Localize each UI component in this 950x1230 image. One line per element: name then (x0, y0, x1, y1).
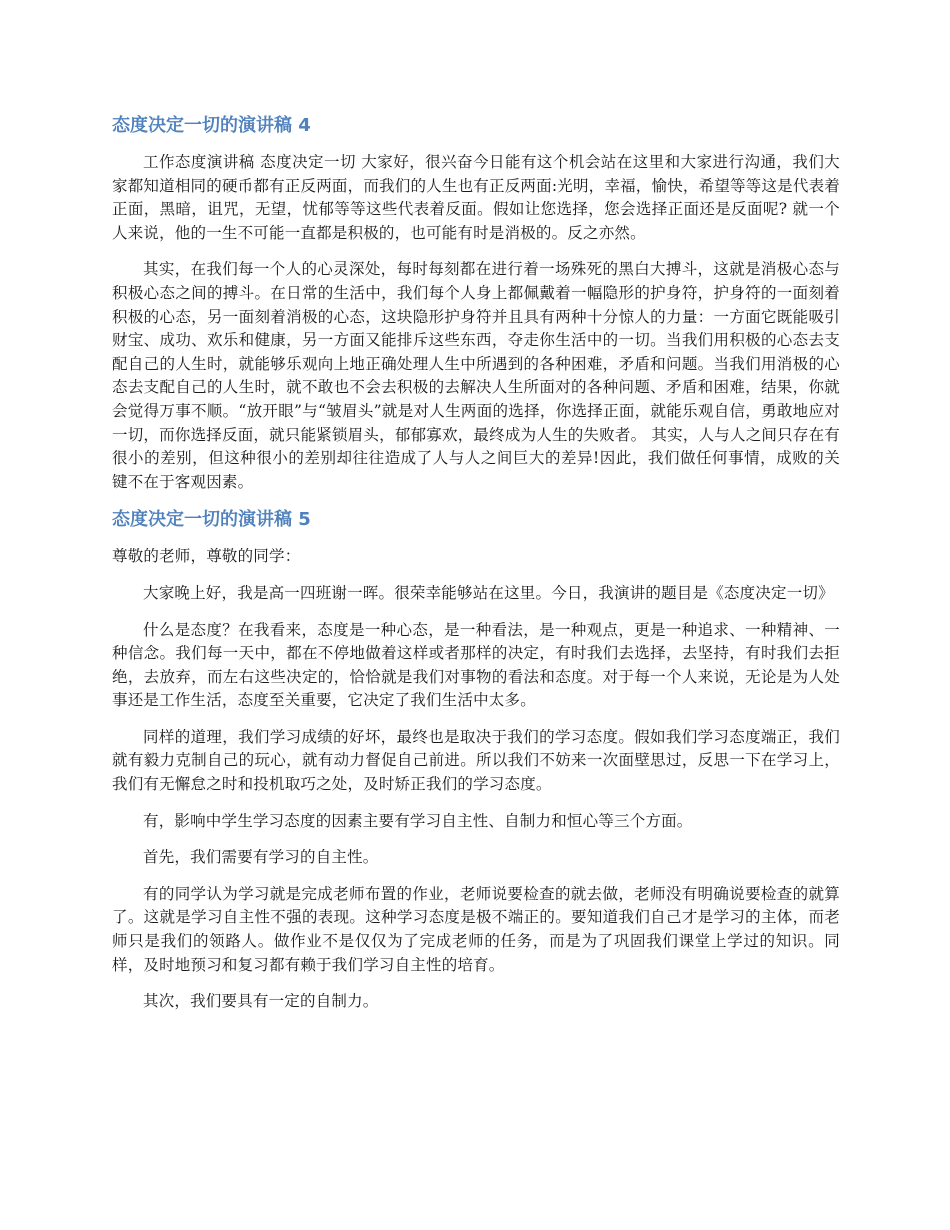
paragraph: 有的同学认为学习就是完成老师布置的作业，老师说要检查的就去做，老师没有明确说要检查的就算了。这就是学习自主性不强的表现。这种学习态度是极不端正的。要知道我们自己才是学习的主体，而老师只是我们的领路人。做作业不是仅仅为了完成老师的任务，而是为了巩固我们课堂上学过的知识。同样，及时地预习和复习都有赖于我们学习自主性的培育。 (112, 884, 840, 974)
paragraph: 同样的道理，我们学习成绩的好坏，最终也是取决于我们的学习态度。假如我们学习态度端正，我们就有毅力克制自己的玩心，就有动力督促自己前进。所以我们不妨来一次面壁思过，反思一下在学习上，我们有无懈怠之时和投机取巧之处，及时矫正我们的学习态度。 (112, 727, 840, 794)
paragraph: 大家晚上好，我是高一四班谢一晖。很荣幸能够站在这里。今日，我演讲的题目是《态度决定一切》 (143, 583, 834, 602)
section-heading-4: 态度决定一切的演讲稿 4 (112, 115, 311, 136)
paragraph: 工作态度演讲稿 态度决定一切 大家好，很兴奋今日能有这个机会站在这里和大家进行沟通，我们大家都知道相同的硬币都有正反两面，而我们的人生也有正反两面:光明，幸福，愉快，希望等等这是代表着正面，黑暗，诅咒，无望，忧郁等等这些代表着反面。假如让您选择，您会选择正面还是反面呢? 就一个人来说，他的一生不可能一直都是积极的，也可能有时是消极的。反之亦然。 (112, 153, 840, 242)
paragraph: 什么是态度？在我看来，态度是一种心态，是一种看法，是一种观点，更是一种追求、一种精神、一种信念。我们每一天中，都在不停地做着这样或者那样的决定，有时我们去选择，去坚持，有时我们去拒绝，去放弃，而左右这些决定的，恰恰就是我们对事物的看法和态度。对于每一个人来说，无论是为人处事还是工作生活，态度至关重要，它决定了我们生活中太多。 (112, 620, 840, 710)
section-heading-5: 态度决定一切的演讲稿 5 (112, 509, 311, 531)
paragraph: 首先，我们需要有学习的自主性。 (143, 848, 379, 867)
paragraph: 其次，我们要具有一定的自制力。 (143, 992, 379, 1011)
paragraph: 有，影响中学生学习态度的因素主要有学习自主性、自制力和恒心等三个方面。 (143, 811, 693, 830)
greeting: 尊敬的老师，尊敬的同学： (112, 547, 301, 566)
paragraph: 其实，在我们每一个人的心灵深处，每时每刻都在进行着一场殊死的黑白大搏斗，这就是消极心态与积极心态之间的搏斗。在日常的生活中，我们每个人身上都佩戴着一幅隐形的护身符，护身符的一面刻着积极的心态，另一面刻着消极的心态，这块隐形护身符并且具有两种十分惊人的力量：一方面它既能吸引财宝、成功、欢乐和健康，另一方面又能排斥这些东西，夺走你生活中的一切。当我们用积极的心态去支配自己的人生时，就能够乐观向上地正确处理人生中所遇到的各种困难，矛盾和问题。当我们用消极的心态去支配自己的人生时，就不敢也不会去积极的去解决人生所面对的各种问题、矛盾和困难，结果，你就会觉得万事不顺。“放开眼”与“皱眉头”就是对人生两面的选择，你选择正面，就能乐观自信，勇敢地应对一切，而你选择反面，就只能紧锁眉头，郁郁寡欢，最终成为人生的失败者。 其实，人与人之间只存在有很小的差别，但这种很小的差别却往往造成了人与人之间巨大的差异!因此，我们做任何事情，成败的关键不在于客观因素。 (112, 260, 840, 491)
